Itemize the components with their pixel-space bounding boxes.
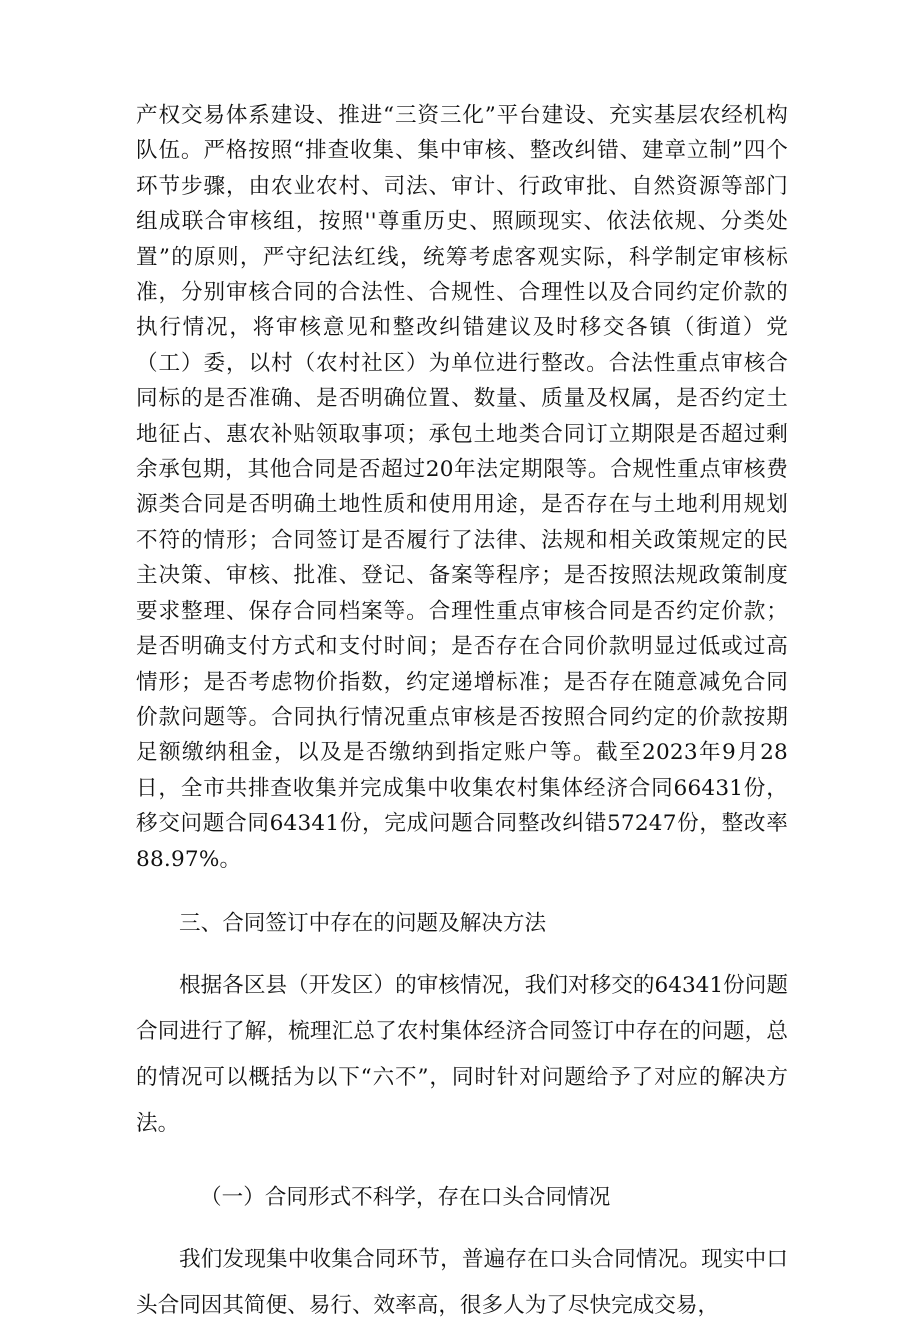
subsection-one-heading: （一）合同形式不科学，存在口头合同情况: [200, 1184, 611, 1210]
spacer: [136, 1225, 788, 1237]
spacer: [136, 1147, 788, 1163]
spacer: [136, 877, 788, 889]
section-three-heading: 三、合同签订中存在的问题及解决方法: [179, 910, 547, 936]
spacer: [136, 951, 788, 963]
section-three-intro-paragraph: 根据各区县（开发区）的审核情况，我们对移交的64341份问题合同进行了解，梳理汇总了农村集体经济合同签订中存在的问题，总的情况可以概括为以下“六不”，同时针对问题给予了对应的解决方法。: [136, 972, 788, 1136]
continuation-paragraph: 产权交易体系建设、推进“三资三化”平台建设、充实基层农经机构队伍。严格按照“排查收集、集中审核、整改纠错、建章立制”四个环节步骤，由农业农村、司法、审计、行政审批、自然资源等部门组成联合审核组，按照''尊重历史、照顾现实、依法依规、分类处置”的原则，严守纪法红线，统筹考虑客观实际，科学制定审核标准，分别审核合同的合法性、合规性、合理性以及合同约定价款的执行情况，将审核意见和整改纠错建议及时移交各镇（街道）党（工）委，以村（农村社区）为单位进行整改。合法性重点审核合同标的是否准确、是否明确位置、数量、质量及权属，是否约定土地征占、惠农补贴领取事项；承包土地类合同订立期限是否超过剩余承包期，其他合同是否超过20年法定期限等。合规性重点审核费源类合同是否明确土地性质和使用用途，是否存在与土地利用规划不符的情形；合同签订是否履行了法律、法规和相关政策规定的民主决策、审核、批准、登记、备案等程序；是否按照法规政策制度要求整理、保存合同档案等。合理性重点审核合同是否约定价款；是否明确支付方式和支付时间；是否存在合同价款明显过低或过高情形；是否考虑物价指数，约定递增标准；是否存在随意减免合同价款问题等。合同执行情况重点审核是否按照合同约定的价款按期足额缴纳租金，以及是否缴纳到指定账户等。截至2023年9月28日，全市共排查收集并完成集中收集农村集体经济合同66431份，移交问题合同64341份，完成问题合同整改纠错57247份，整改率88.97%。: [136, 103, 788, 872]
subsection-one-body-paragraph: 我们发现集中收集合同环节，普遍存在口头合同情况。现实中口头合同因其简便、易行、效率高，很多人为了尽快完成交易，: [136, 1246, 788, 1318]
document-body: [136, 98, 788, 1329]
